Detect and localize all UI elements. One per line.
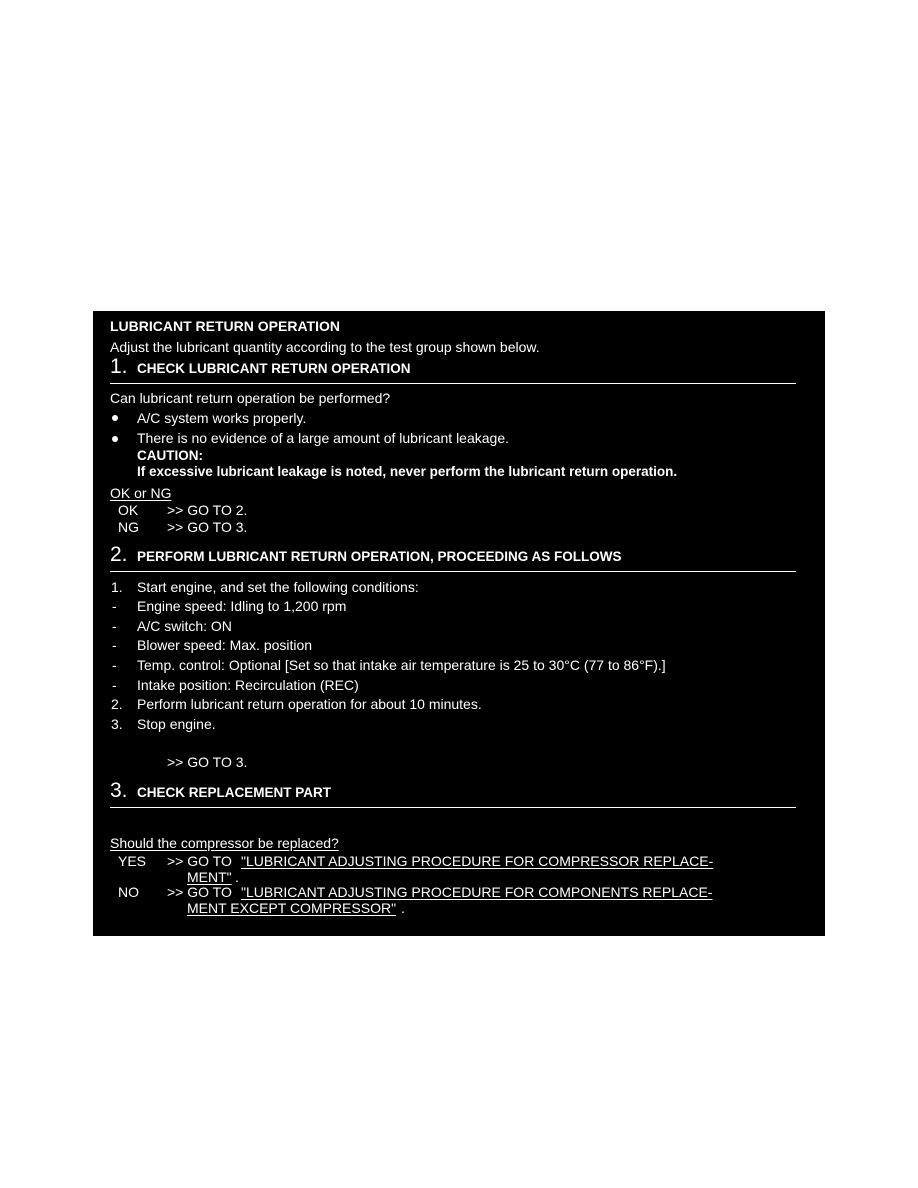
- step-3-heading: CHECK REPLACEMENT PART: [137, 785, 332, 800]
- result-action-ok[interactable]: >> GO TO 2.: [167, 502, 248, 518]
- step-2-item: Temp. control: Optional [Set so that intake air temperature is 25 to 30°C (77 to 86°F).]: [137, 657, 666, 673]
- step-2-marker: 2.: [111, 696, 123, 712]
- step-2-heading: PERFORM LUBRICANT RETURN OPERATION, PROCEEDING AS FOLLOWS: [137, 549, 622, 564]
- result-key-ng: NG: [118, 519, 139, 535]
- result-key-ok: OK: [118, 502, 139, 518]
- step-1-number: 1.: [110, 355, 128, 378]
- step-1-divider: [110, 383, 796, 384]
- step-2-item: A/C switch: ON: [137, 618, 232, 634]
- step-2-marker: -: [112, 618, 117, 634]
- step-3-question: Should the compressor be replaced?: [110, 835, 339, 851]
- step-1-bullet: There is no evidence of a large amount of lubricant leakage.: [137, 430, 510, 446]
- step-2-marker: 1.: [111, 579, 123, 595]
- step-2-marker: -: [112, 637, 117, 653]
- link-components-replacement[interactable]: "LUBRICANT ADJUSTING PROCEDURE FOR COMPONENTS REPLACE-: [241, 884, 713, 900]
- step-3-divider: [110, 807, 796, 808]
- bullet-icon: [112, 436, 118, 442]
- step-2-goto[interactable]: >> GO TO 3.: [167, 754, 248, 770]
- result-prefix-yes: >> GO TO: [167, 853, 232, 869]
- intro-text: Adjust the lubricant quantity according to the test group shown below.: [110, 339, 540, 355]
- caution-label: CAUTION:: [137, 448, 203, 463]
- step-2-marker: -: [112, 657, 117, 673]
- step-2-number: 2.: [110, 543, 128, 566]
- bullet-icon: [112, 415, 118, 421]
- step-1-heading: CHECK LUBRICANT RETURN OPERATION: [137, 361, 411, 376]
- result-key-yes: YES: [118, 853, 147, 869]
- link-compressor-replacement[interactable]: "LUBRICANT ADJUSTING PROCEDURE FOR COMPRESSOR REPLACE-: [241, 853, 714, 869]
- step-1-bullet: A/C system works properly.: [137, 410, 307, 426]
- step-2-marker: 3.: [111, 716, 123, 732]
- caution-text: If excessive lubricant leakage is noted, never perform the lubricant return operation.: [137, 464, 678, 479]
- step-2-item: Start engine, and set the following conditions:: [137, 579, 419, 595]
- step-2-divider: [110, 571, 796, 572]
- period-yes: .: [235, 869, 239, 885]
- step-2-item: Stop engine.: [137, 716, 216, 732]
- result-key-no: NO: [118, 884, 139, 900]
- link-components-replacement-cont[interactable]: MENT EXCEPT COMPRESSOR": [187, 900, 397, 916]
- link-compressor-replacement-cont[interactable]: MENT": [187, 869, 232, 885]
- page-title: LUBRICANT RETURN OPERATION: [110, 318, 340, 334]
- procedure-panel: [93, 311, 825, 936]
- step-2-item: Engine speed: Idling to 1,200 rpm: [137, 598, 347, 614]
- step-2-marker: -: [112, 677, 117, 693]
- result-prefix-no: >> GO TO: [167, 884, 232, 900]
- step-2-item: Blower speed: Max. position: [137, 637, 313, 653]
- result-label: OK or NG: [110, 485, 172, 501]
- step-1-question: Can lubricant return operation be performed?: [110, 390, 391, 406]
- period-no: .: [401, 900, 405, 916]
- result-action-ng[interactable]: >> GO TO 3.: [167, 519, 248, 535]
- step-2-marker: -: [112, 598, 117, 614]
- step-2-item: Perform lubricant return operation for about 10 minutes.: [137, 696, 482, 712]
- step-3-number: 3.: [110, 779, 128, 802]
- step-2-item: Intake position: Recirculation (REC): [137, 677, 359, 693]
